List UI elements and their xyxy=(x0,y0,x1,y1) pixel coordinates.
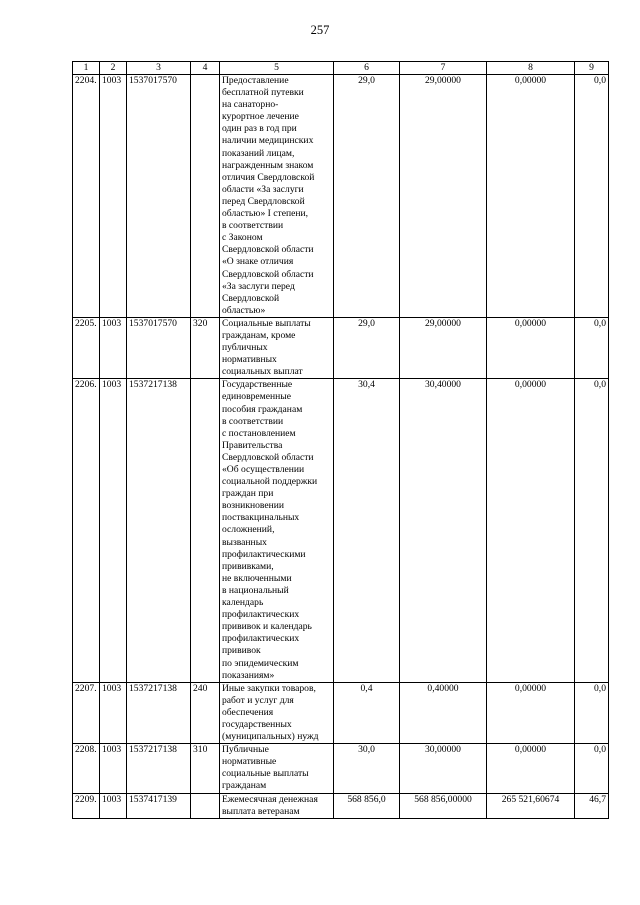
execution-percent: 46,7 xyxy=(575,793,609,818)
row-number: 2209. xyxy=(73,793,100,818)
approved-amount: 30,40000 xyxy=(400,379,487,682)
approved-amount: 0,40000 xyxy=(400,682,487,743)
page-number: 257 xyxy=(310,23,330,37)
section-code: 1003 xyxy=(100,75,127,318)
target-code: 1537017570 xyxy=(127,317,191,378)
approved-amount: 30,00000 xyxy=(400,744,487,793)
planned-amount: 30,0 xyxy=(334,744,400,793)
header-cell: 8 xyxy=(487,62,575,75)
section-code: 1003 xyxy=(100,682,127,743)
execution-percent: 0,0 xyxy=(575,75,609,318)
section-code: 1003 xyxy=(100,379,127,682)
row-number: 2205. xyxy=(73,317,100,378)
executed-amount: 0,00000 xyxy=(487,744,575,793)
section-code: 1003 xyxy=(100,317,127,378)
executed-amount: 0,00000 xyxy=(487,379,575,682)
expense-type-code xyxy=(191,793,220,818)
header-cell: 4 xyxy=(191,62,220,75)
target-code: 1537217138 xyxy=(127,744,191,793)
description-cell: Ежемесячная денежная выплата ветеранам xyxy=(220,793,334,818)
approved-amount: 29,00000 xyxy=(400,317,487,378)
executed-amount: 0,00000 xyxy=(487,75,575,318)
row-number: 2207. xyxy=(73,682,100,743)
header-cell: 6 xyxy=(334,62,400,75)
expense-type-code: 310 xyxy=(191,744,220,793)
executed-amount: 265 521,60674 xyxy=(487,793,575,818)
table-row xyxy=(73,793,609,818)
target-code: 1537217138 xyxy=(127,379,191,682)
execution-percent: 0,0 xyxy=(575,682,609,743)
planned-amount: 29,0 xyxy=(334,75,400,318)
table-row xyxy=(73,379,609,682)
planned-amount: 0,4 xyxy=(334,682,400,743)
header-cell: 3 xyxy=(127,62,191,75)
description-cell: Публичные нормативные социальные выплаты гражданам xyxy=(220,744,334,793)
section-code: 1003 xyxy=(100,793,127,818)
execution-percent: 0,0 xyxy=(575,317,609,378)
header-cell: 7 xyxy=(400,62,487,75)
planned-amount: 30,4 xyxy=(334,379,400,682)
executed-amount: 0,00000 xyxy=(487,317,575,378)
header-cell: 5 xyxy=(220,62,334,75)
header-cell: 9 xyxy=(575,62,609,75)
table-row xyxy=(73,744,609,793)
budget-table xyxy=(72,61,609,819)
description-cell: Государственные единовременные пособия гражданам в соответствии с постановлением Правительства Свердловской области «Об осуществлении социальной поддержки граждан при возникновении поствакцинальных осложнений, вызванных профилактическими прививками, не включенными в национальный календарь профилактических прививок и календарь профилактических прививок по эпидемическим показаниям» xyxy=(220,379,334,682)
planned-amount: 29,0 xyxy=(334,317,400,378)
table-row xyxy=(73,75,609,318)
table-row xyxy=(73,682,609,743)
execution-percent: 0,0 xyxy=(575,744,609,793)
table-row xyxy=(73,317,609,378)
description-cell: Предоставление бесплатной путевки на санаторно- курортное лечение один раз в год при наличии медицинских показаний лицам, награжденным знаком отличия Свердловской области «За заслуги перед Свердловской областью» I степени, в соответствии с Законом Свердловской области «О знаке отличия Свердловской области «За заслуги перед Свердловской областью» xyxy=(220,75,334,318)
expense-type-code: 240 xyxy=(191,682,220,743)
approved-amount: 568 856,00000 xyxy=(400,793,487,818)
target-code: 1537217138 xyxy=(127,682,191,743)
section-code: 1003 xyxy=(100,744,127,793)
header-cell: 2 xyxy=(100,62,127,75)
target-code: 1537417139 xyxy=(127,793,191,818)
expense-type-code: 320 xyxy=(191,317,220,378)
expense-type-code xyxy=(191,379,220,682)
row-number: 2206. xyxy=(73,379,100,682)
target-code: 1537017570 xyxy=(127,75,191,318)
description-cell: Иные закупки товаров, работ и услуг для обеспечения государственных (муниципальных) нужд xyxy=(220,682,334,743)
description-cell: Социальные выплаты гражданам, кроме публичных нормативных социальных выплат xyxy=(220,317,334,378)
row-number: 2204. xyxy=(73,75,100,318)
header-cell: 1 xyxy=(73,62,100,75)
execution-percent: 0,0 xyxy=(575,379,609,682)
table-header-row xyxy=(73,62,609,75)
approved-amount: 29,00000 xyxy=(400,75,487,318)
row-number: 2208. xyxy=(73,744,100,793)
planned-amount: 568 856,0 xyxy=(334,793,400,818)
expense-type-code xyxy=(191,75,220,318)
executed-amount: 0,00000 xyxy=(487,682,575,743)
